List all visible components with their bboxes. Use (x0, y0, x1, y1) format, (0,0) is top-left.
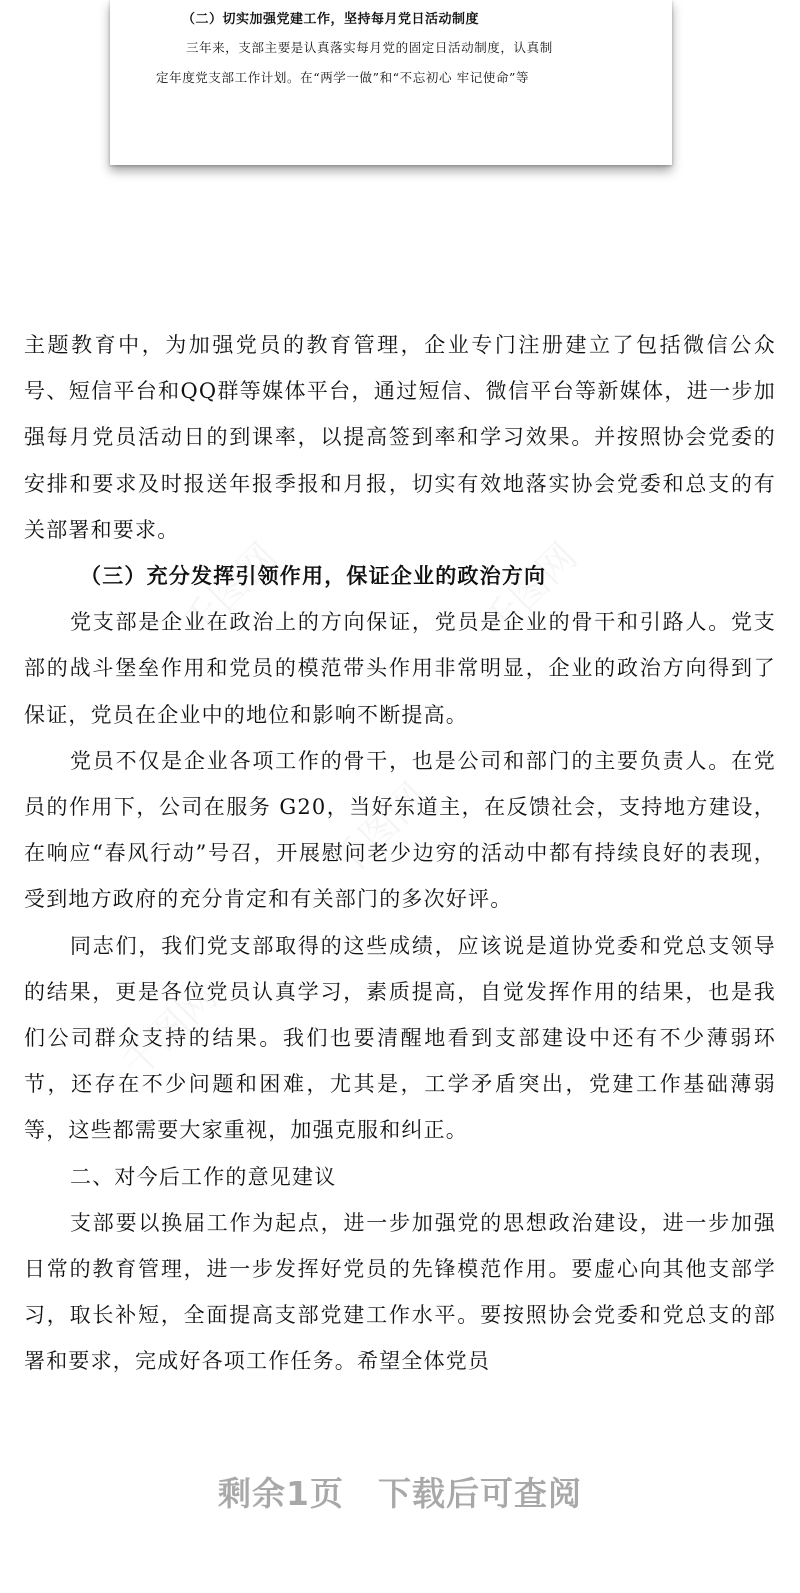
watermark: 千图网 (173, 534, 286, 646)
paragraph: 支部要以换届工作为起点，进一步加强党的思想政治建设，进一步加强日常的教育管理，进一步发挥好党员的先锋模范作用。要虚心向其他支部学习，取长补短，全面提高支部党建工作水平。要按照协会党委和党总支的部署和要求，完成好各项工作任务。希望全体党员 (24, 1210, 776, 1374)
paragraph: 党支部是企业在政治上的方向保证，党员是企业的骨干和引路人。党支部的战斗堡垒作用和党员的模范带头作用非常明显，企业的政治方向得到了保证，党员在企业中的地位和影响不断提高。 (24, 610, 776, 727)
section-heading: 二、对今后工作的意见建议 (70, 1164, 337, 1189)
section-heading: （三）充分发挥引领作用，保证企业的政治方向 (80, 563, 547, 589)
paragraph: 党员不仅是企业各项工作的骨干，也是公司和部门的主要负责人。在党员的作用下，公司在服务 G20，当好东道主，在反馈社会，支持地方建设，在响应“春风行动”号召，开展慰问老少边穷的活动中都有持续良好的表现，受到地方政府的充分肯定和有关部门的多次好评。 (24, 748, 776, 912)
preview-text-line: 定年度党支部工作计划。在“两学一做”和“不忘初心 牢记使命”等 (156, 70, 530, 85)
watermark: 千图网 (113, 974, 226, 1086)
download-to-view-label: 下载后可查阅 (377, 1474, 582, 1513)
paragraph: 主题教育中，为加强党员的教育管理，企业专门注册建立了包括微信公众号、短信平台和QQ群等媒体平台，通过短信、微信平台等新媒体，进一步加强每月党员活动日的到课率，以提高签到率和学习效果。并按照协会党委的安排和要求及时报送年报季报和月报，切实有效地落实协会党委和总支的有关部署和要求。 (24, 333, 776, 542)
preview-text-line: 三年来，支部主要是认真落实每月党的固定日活动制度，认真制 (186, 40, 553, 55)
remaining-pages-label: 剩余1页 (218, 1474, 344, 1513)
download-prompt[interactable] (0, 1468, 800, 1515)
document-body (24, 322, 776, 1385)
paragraph: 同志们，我们党支部取得的这些成绩，应该说是道协党委和党总支领导的结果，更是各位党员认真学习，素质提高，自觉发挥作用的结果，也是我们公司群众支持的结果。我们也要清醒地看到支部建设中还有不少薄弱环节，还存在不少问题和困难，尤其是，工学矛盾突出，党建工作基础薄弱等，这些都需要大家重视，加强克服和纠正。 (24, 933, 776, 1143)
watermark: 千图网 (473, 534, 586, 646)
watermark: 千图网 (323, 774, 436, 886)
preview-section-heading: （二）切实加强党建工作，坚持每月党日活动制度 (182, 12, 480, 27)
document-preview-card (110, 0, 672, 165)
